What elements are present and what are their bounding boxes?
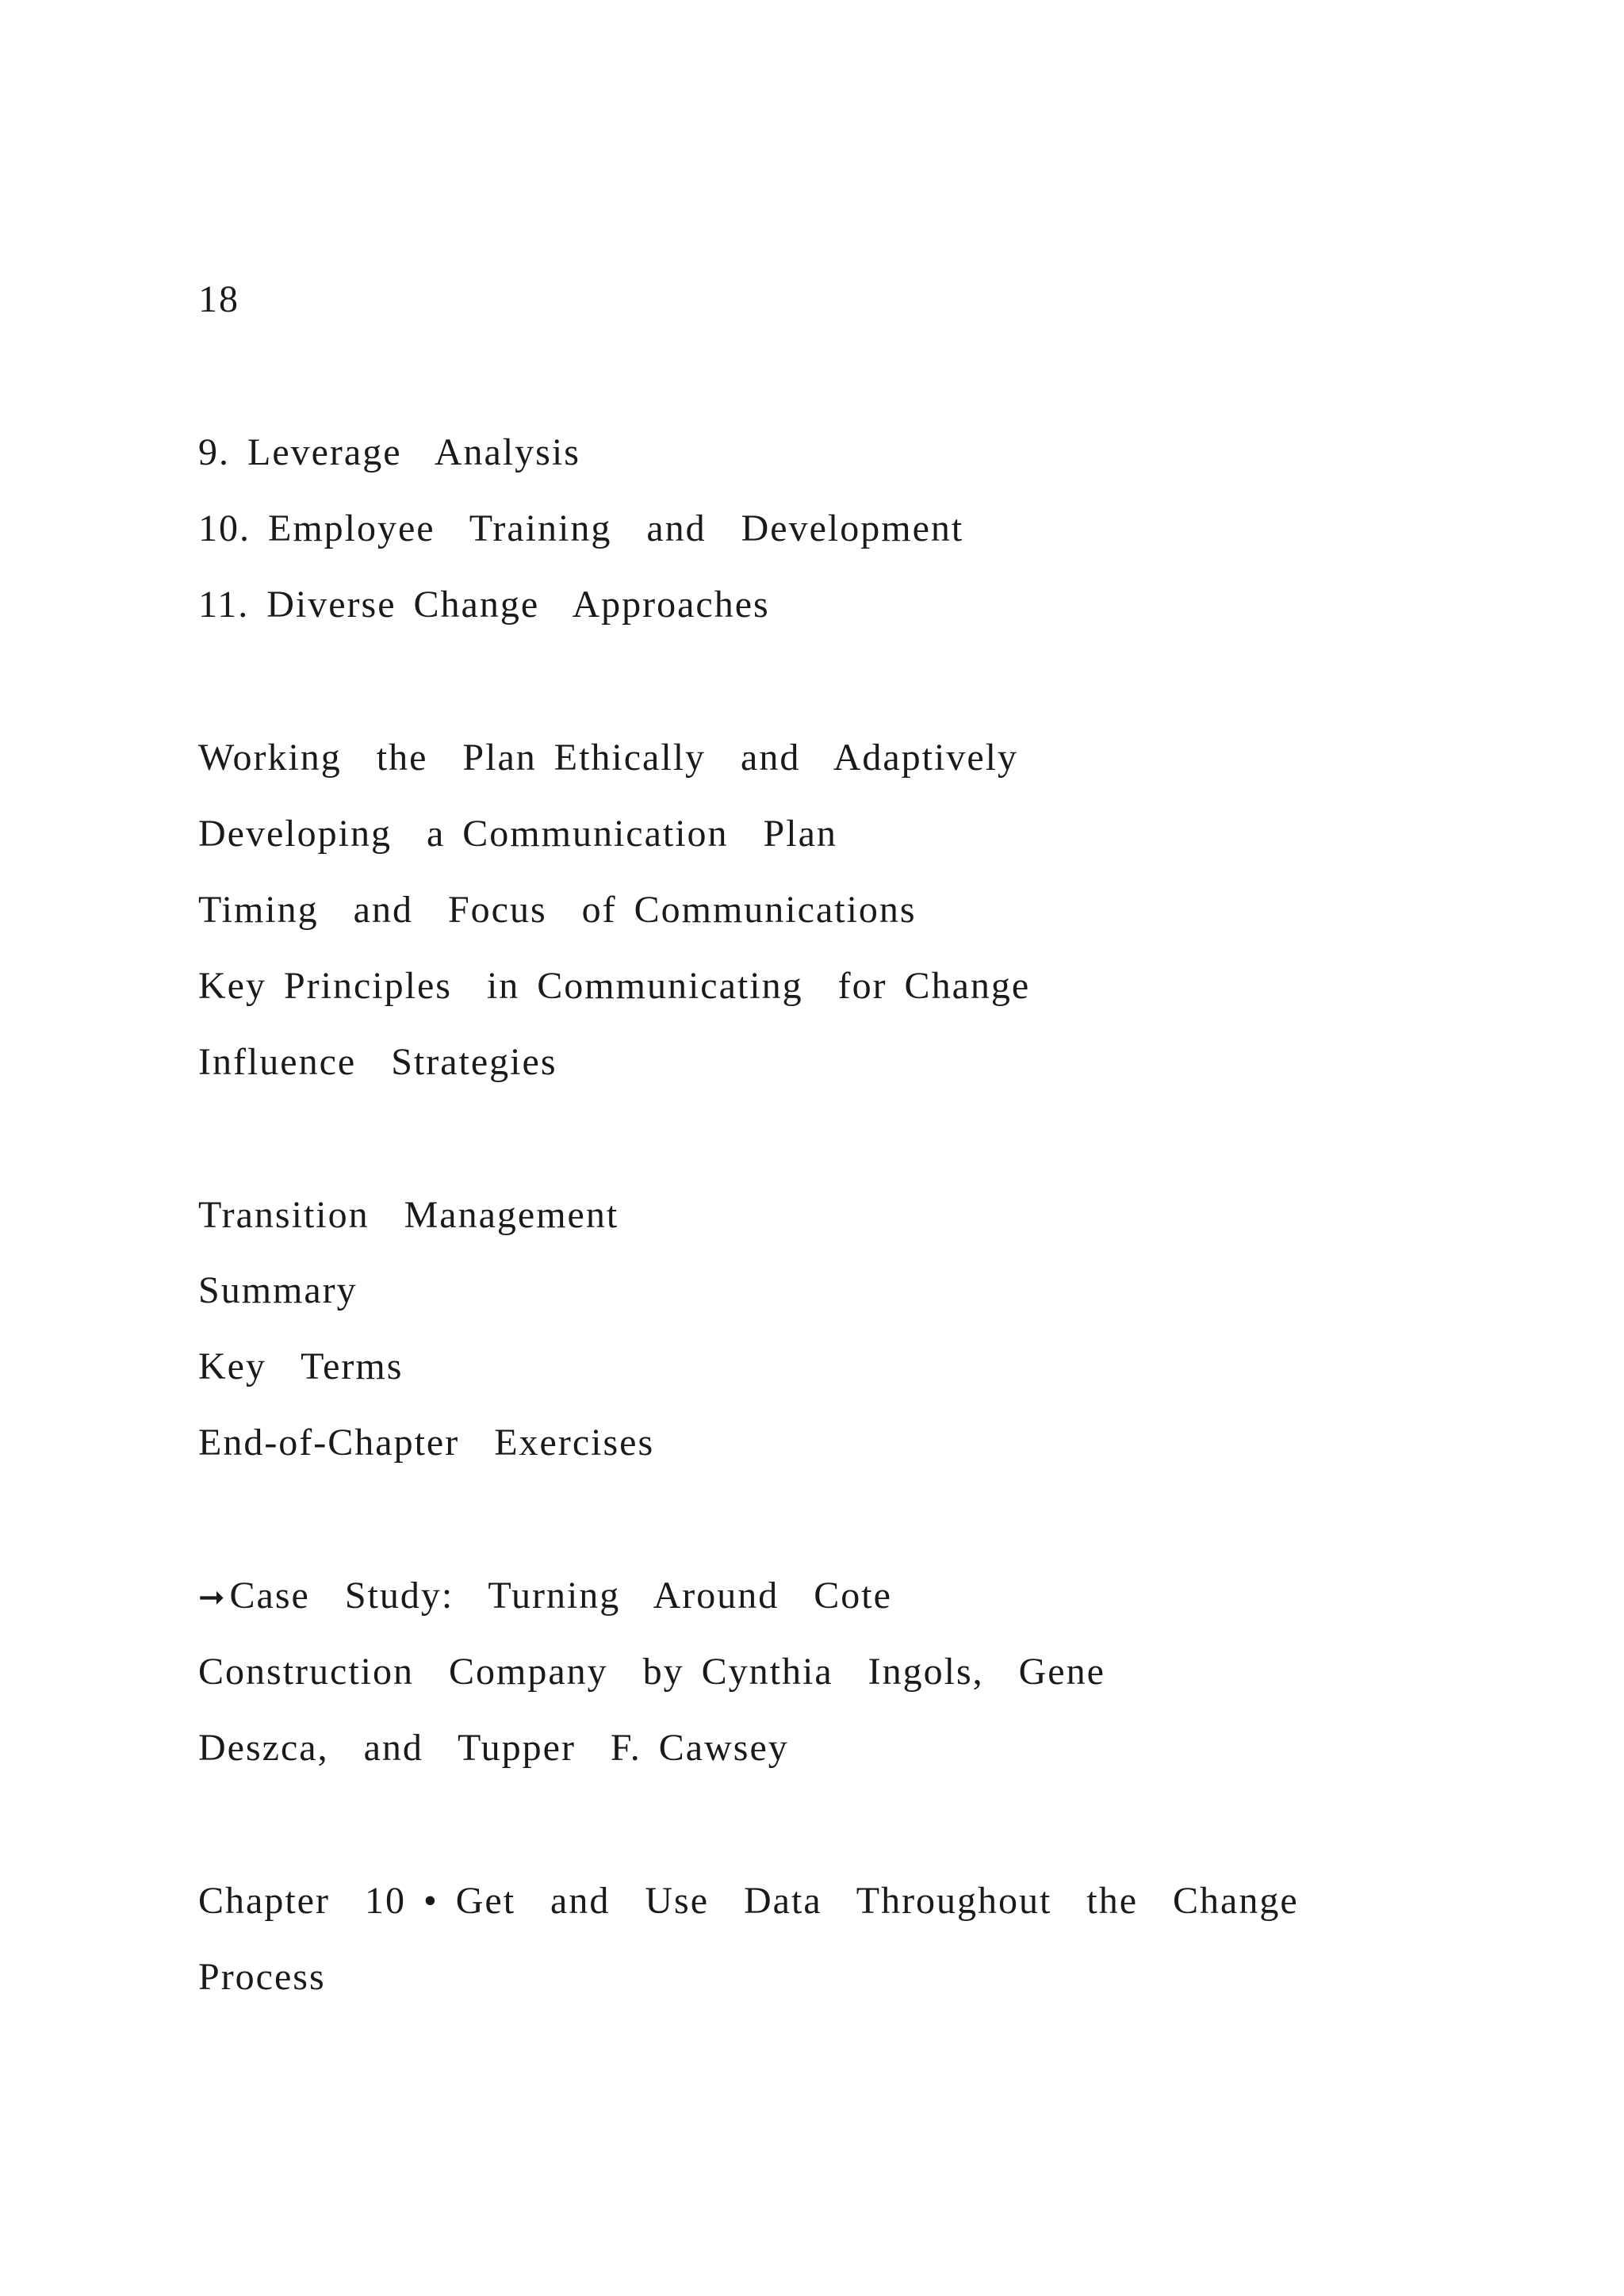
toc-entry-employee-training: 10. Employee Training and Development [198, 507, 964, 549]
toc-entry-key-terms: Key Terms [198, 1345, 404, 1387]
case-study-title: Case Study: Turning Around Cote [229, 1575, 892, 1617]
toc-entry-communication-plan: Developing a Communication Plan [198, 813, 837, 855]
toc-entry-key-principles: Key Principles in Communicating for Change [198, 965, 1031, 1007]
toc-entry-timing-focus: Timing and Focus of Communications [198, 889, 917, 931]
toc-entry-working-the-plan: Working the Plan Ethically and Adaptively [198, 737, 1018, 779]
toc-entry-diverse-change: 11. Diverse Change Approaches [198, 584, 770, 626]
toc-entry-influence-strategies: Influence Strategies [198, 1041, 557, 1083]
chapter-title-line-2: Process [198, 1956, 326, 1998]
chapter-title-line-1: Chapter 10 • Get and Use Data Throughout the Change [198, 1880, 1299, 1922]
toc-entry-end-of-chapter: End-of-Chapter Exercises [198, 1422, 655, 1464]
toc-entry-transition-management: Transition Management [198, 1194, 619, 1236]
case-study-line-1 [198, 1572, 892, 1621]
case-study-line-3: Deszca, and Tupper F. Cawsey [198, 1727, 789, 1769]
toc-entry-leverage-analysis: 9. Leverage Analysis [198, 431, 580, 473]
case-study-line-2: Construction Company by Cynthia Ingols, Gene [198, 1651, 1105, 1693]
arrow-right-icon: ➞ [198, 1579, 227, 1615]
toc-entry-summary: Summary [198, 1269, 358, 1311]
page-number: 18 [198, 278, 239, 320]
